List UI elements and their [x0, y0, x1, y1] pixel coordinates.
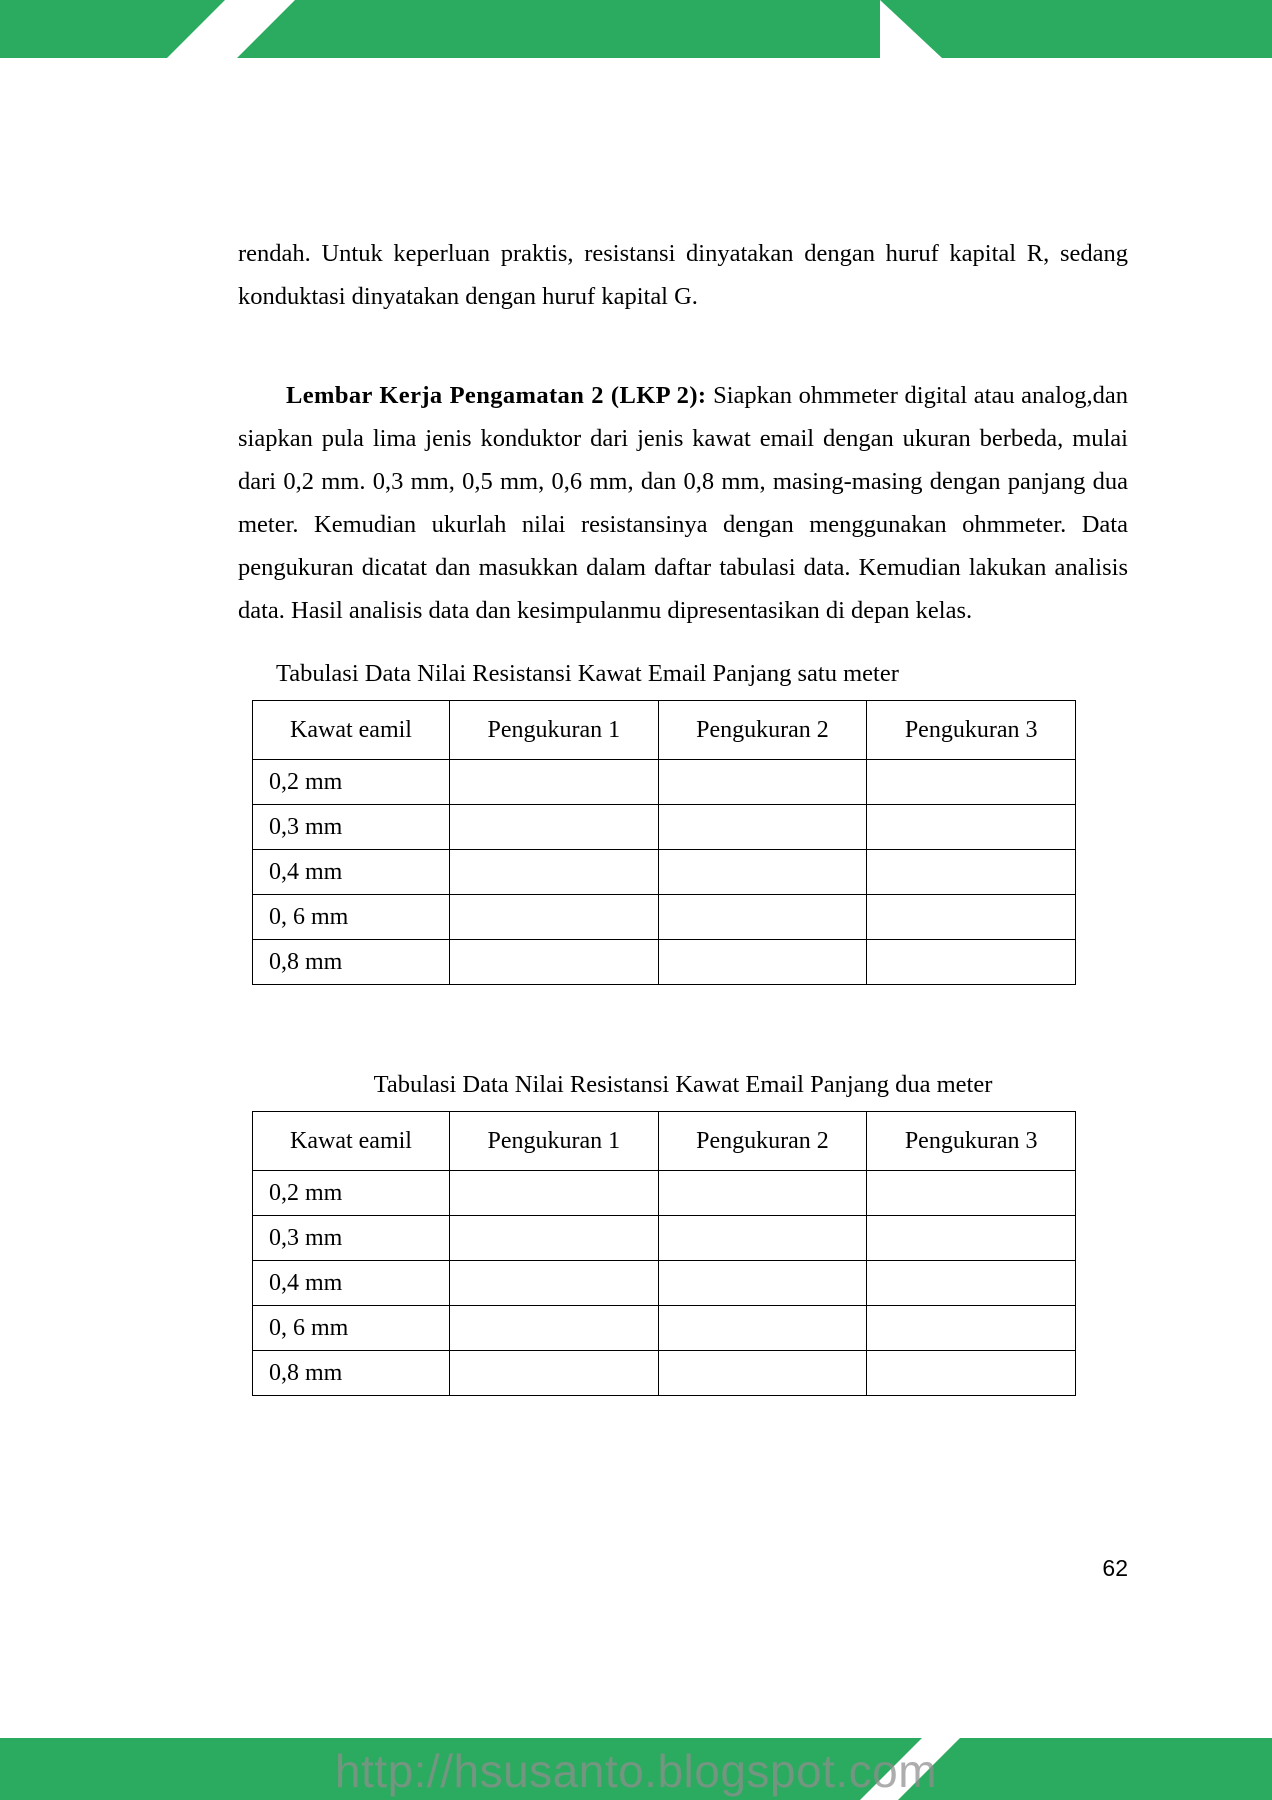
- table-cell-label: 0,3 mm: [253, 1216, 450, 1261]
- table-row: [253, 1351, 1076, 1396]
- table-spacer: [238, 985, 1128, 1043]
- page-number: 62: [1102, 1555, 1128, 1581]
- paragraph-lkp2: [238, 374, 1128, 632]
- table-row: [253, 1216, 1076, 1261]
- table-cell-value[interactable]: [658, 940, 867, 985]
- table-cell-label: 0,2 mm: [253, 760, 450, 805]
- table-cell-value[interactable]: [450, 760, 659, 805]
- table-header-cell-pengukuran-3: Pengukuran 3: [867, 1112, 1076, 1171]
- table-header-cell-pengukuran-1: Pengukuran 1: [450, 701, 659, 760]
- resistance-table-one-meter: [252, 700, 1076, 985]
- table-cell-value[interactable]: [658, 1351, 867, 1396]
- document-body: [238, 232, 1128, 1396]
- table-header-cell-pengukuran-1: Pengukuran 1: [450, 1112, 659, 1171]
- table-cell-value[interactable]: [867, 1261, 1076, 1306]
- table-row: [253, 895, 1076, 940]
- lkp2-label: Lembar Kerja Pengamatan 2 (LKP 2):: [286, 382, 707, 409]
- table-row: [253, 805, 1076, 850]
- table-cell-label: 0, 6 mm: [253, 895, 450, 940]
- table-cell-label: 0,4 mm: [253, 1261, 450, 1306]
- lkp2-text: Siapkan ohmmeter digital atau analog,dan siapkan pula lima jenis konduktor dari jenis kawat email dengan ukuran berbeda, mulai dari 0,2 mm. 0,3 mm, 0,5 mm, 0,6 mm, dan 0,8 mm, masing-masing dengan panjang dua meter. Kemudian ukurlah nilai resistansinya dengan menggunakan ohmmeter. Data pengukuran dicatat dan masukkan dalam daftar tabulasi data. Kemudian lakukan analisis data. Hasil analisis data dan kesimpulanmu dipresentasikan di depan kelas.: [238, 382, 1128, 624]
- table-cell-value[interactable]: [450, 1306, 659, 1351]
- header-band-mid-chevron: [167, 0, 985, 58]
- table-row: [253, 1261, 1076, 1306]
- table-cell-value[interactable]: [450, 895, 659, 940]
- table-cell-value[interactable]: [658, 1171, 867, 1216]
- resistance-table-two-meter: [252, 1111, 1076, 1396]
- table-cell-label: 0,8 mm: [253, 940, 450, 985]
- table-row: [253, 760, 1076, 805]
- table-cell-label: 0,8 mm: [253, 1351, 450, 1396]
- table-cell-value[interactable]: [867, 1216, 1076, 1261]
- table-cell-value[interactable]: [658, 895, 867, 940]
- table-cell-value[interactable]: [867, 1351, 1076, 1396]
- table-caption-one-meter: Tabulasi Data Nilai Resistansi Kawat Email Panjang satu meter: [276, 660, 899, 687]
- table-header-cell-kawat: Kawat eamil: [253, 701, 450, 760]
- table-cell-label: 0,3 mm: [253, 805, 450, 850]
- watermark-url: http://hsusanto.blogspot.com: [334, 1745, 938, 1797]
- table-cell-value[interactable]: [450, 1261, 659, 1306]
- header-decoration-band: [0, 0, 1272, 58]
- table-cell-value[interactable]: [658, 760, 867, 805]
- header-band-right-block: [900, 0, 1272, 58]
- table-header-cell-kawat: Kawat eamil: [253, 1112, 450, 1171]
- table-cell-value[interactable]: [867, 1306, 1076, 1351]
- table-row: [253, 940, 1076, 985]
- table-cell-value[interactable]: [867, 940, 1076, 985]
- table-cell-value[interactable]: [867, 760, 1076, 805]
- table-cell-value[interactable]: [658, 1306, 867, 1351]
- table-cell-value[interactable]: [450, 1216, 659, 1261]
- table-cell-value[interactable]: [658, 805, 867, 850]
- table-header-cell-pengukuran-2: Pengukuran 2: [658, 701, 867, 760]
- table-cell-value[interactable]: [658, 1261, 867, 1306]
- table-caption-two-meter: Tabulasi Data Nilai Resistansi Kawat Email Panjang dua meter: [373, 1071, 993, 1098]
- table-cell-value[interactable]: [658, 1216, 867, 1261]
- table-cell-label: 0, 6 mm: [253, 1306, 450, 1351]
- table-header-cell-pengukuran-2: Pengukuran 2: [658, 1112, 867, 1171]
- table-cell-value[interactable]: [450, 1171, 659, 1216]
- table-header-row: [253, 701, 1076, 760]
- table-cell-value[interactable]: [450, 940, 659, 985]
- table-cell-value[interactable]: [867, 805, 1076, 850]
- table-row: [253, 1306, 1076, 1351]
- table-cell-label: 0,4 mm: [253, 850, 450, 895]
- paragraph-continuation: rendah. Untuk keperluan praktis, resistansi dinyatakan dengan huruf kapital R, sedang konduktasi dinyatakan dengan huruf kapital G.: [238, 240, 1128, 310]
- table-cell-value[interactable]: [867, 850, 1076, 895]
- table-cell-value[interactable]: [450, 1351, 659, 1396]
- table-cell-label: 0,2 mm: [253, 1171, 450, 1216]
- table-row: [253, 1171, 1076, 1216]
- table-cell-value[interactable]: [658, 850, 867, 895]
- table-cell-value[interactable]: [450, 805, 659, 850]
- table-cell-value[interactable]: [867, 895, 1076, 940]
- table-header-cell-pengukuran-3: Pengukuran 3: [867, 701, 1076, 760]
- footer-decoration-band: [0, 1715, 1272, 1800]
- table-cell-value[interactable]: [867, 1171, 1076, 1216]
- table-row: [253, 850, 1076, 895]
- header-band-right-notch: [880, 0, 942, 58]
- table-header-row: [253, 1112, 1076, 1171]
- table-cell-value[interactable]: [450, 850, 659, 895]
